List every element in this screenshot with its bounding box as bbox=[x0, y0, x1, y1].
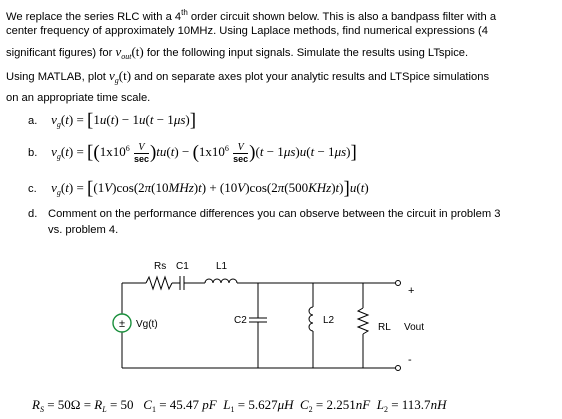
intro-line-2: center frequency of approximately 10MHz. Using Laplace methods, find numerical expressions (4 bbox=[6, 25, 488, 37]
c1-label: C1 bbox=[176, 261, 189, 272]
component-values: $R_S = 50\Omega = R_L = 50$ $C_1 = 45.47$ pF $L_1 = 5.627\mu H$ $C_2 = 2.251nF$ $L_2 = 113.7nH$ bbox=[32, 397, 447, 414]
item-d: d. Comment on the performance differences you can observe between the circuit in problem 3 bbox=[28, 204, 501, 224]
item-b-expression: $v_g(t) = [(1x10^6$ $\frac{V}{\sec}$ )$tu(t) - (1x10^6$ $\frac{V}{\sec}$ )(t − 1μs)u(t − 1μs)] bbox=[51, 141, 357, 164]
intro-line-1: We replace the series RLC with a 4th order circuit shown below. This is also a bandpass filter with a bbox=[6, 8, 497, 23]
l2-inductor bbox=[309, 307, 313, 331]
rs-label: Rs bbox=[154, 261, 167, 272]
item-d-line-2: vs. problem 4. bbox=[48, 224, 119, 236]
source-polarity-icon: ± bbox=[118, 318, 126, 330]
item-b-label: b. bbox=[28, 147, 38, 159]
l2-label: L2 bbox=[323, 315, 335, 326]
item-a-label: a. bbox=[28, 115, 38, 127]
l1-inductor bbox=[205, 279, 237, 283]
output-terminal-plus bbox=[396, 281, 401, 286]
l1-label: L1 bbox=[216, 261, 228, 272]
item-a-expression: $v_g(t) = [1u(t) - 1u(t - 1\mu s)]$ bbox=[51, 110, 197, 131]
vout-plus-sign: + bbox=[408, 285, 415, 297]
item-d-label: d. bbox=[28, 208, 38, 220]
intro-line-5: on an appropriate time scale. bbox=[6, 92, 151, 104]
item-c-expression: $v_g(t) = [(1V)\cos(2\pi(10MHz)t) + (10V)\cos(2\pi(500KHz)t)]u(t)$ bbox=[51, 178, 369, 199]
vout-label: Vout bbox=[404, 322, 425, 333]
rs-resistor bbox=[146, 277, 172, 289]
intro-line-3: significant figures) for $v_{out}(t)$ for the following input signals. Simulate the results using LTspice. bbox=[6, 44, 469, 61]
source-label: Vg(t) bbox=[136, 319, 158, 330]
intro-line-4: Using MATLAB, plot $v_g(t)$ and on separate axes plot your analytic results and LTSpice simulations bbox=[6, 68, 490, 85]
c2-label: C2 bbox=[234, 315, 247, 326]
rl-label: RL bbox=[378, 322, 391, 333]
output-terminal-minus bbox=[396, 366, 401, 371]
rl-resistor bbox=[358, 308, 368, 334]
item-c-label: c. bbox=[28, 183, 37, 195]
vout-minus-sign: - bbox=[408, 354, 412, 366]
